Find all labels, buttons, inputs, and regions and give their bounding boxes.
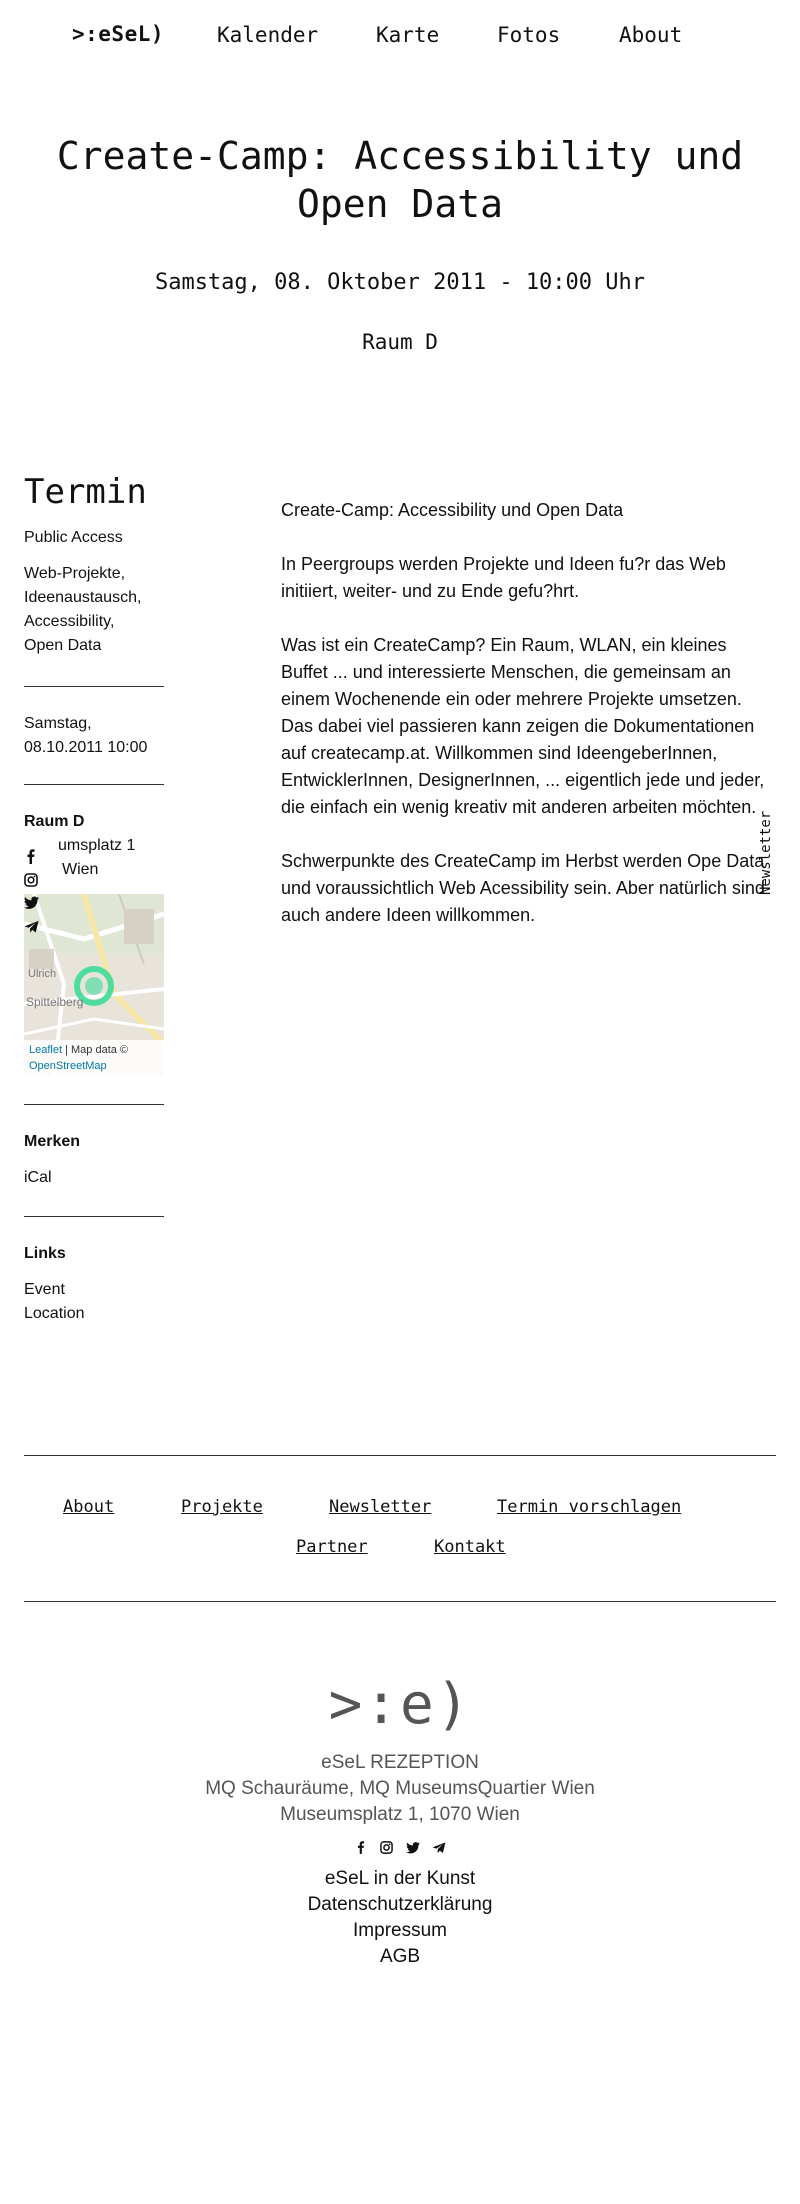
- map-label: Ulrich: [28, 968, 57, 980]
- sidebar-divider: [24, 686, 164, 687]
- tag-item: Open Data: [24, 637, 102, 654]
- map-label: Spittelberg: [26, 995, 84, 1009]
- location-city: Wien: [62, 861, 99, 878]
- footer-link-kontakt[interactable]: Kontakt: [434, 1537, 506, 1557]
- sidebar-date: [24, 712, 147, 760]
- location-street: umsplatz 1: [58, 837, 136, 854]
- sidebar-divider: [24, 784, 164, 785]
- map-attrib-text: | Map data ©: [62, 1044, 129, 1056]
- footer-link-termin-vorschlagen[interactable]: Termin vorschlagen: [497, 1497, 682, 1517]
- access-label: Public Access: [24, 529, 123, 546]
- footer-logo: >:e): [328, 1672, 472, 1737]
- nav-item-fotos[interactable]: Fotos: [497, 23, 561, 47]
- sidebar-divider: [24, 1104, 164, 1105]
- site-logo[interactable]: >:eSeL): [72, 22, 165, 46]
- event-title: Create-Camp: Accessibility und Open Data: [56, 134, 744, 226]
- description-paragraph: Was ist ein CreateCamp? Ein Raum, WLAN, ein kleines Buffet ... und interessierte Menschen, die gemeinsam an einem Wochenende ein oder mehrere Projekte umsetzen. Das dabei viel passieren kann zeigen die Dokumentationen auf createcamp.at. Willkommen sind IdeengeberInnen, EntwicklerInnen, DesignerInnen, ... eigentlich jede und jeder, die einfach ein wenig kreativ mit anderen arbeiten möchten.: [281, 635, 765, 817]
- nav-item-kalender[interactable]: Kalender: [217, 23, 319, 47]
- osm-link[interactable]: OpenStreetMap: [29, 1060, 107, 1072]
- footer-link-partner[interactable]: Partner: [296, 1537, 368, 1557]
- merken-heading: Merken: [24, 1133, 81, 1150]
- tag-item: Web-Projekte,: [24, 565, 126, 582]
- event-link[interactable]: Event: [24, 1281, 65, 1298]
- footer-address-street: Museumsplatz 1, 1070 Wien: [280, 1804, 520, 1825]
- tag-item: Accessibility,: [24, 613, 115, 630]
- footer-link-impressum[interactable]: Impressum: [353, 1920, 447, 1941]
- telegram-icon[interactable]: [428, 1841, 450, 1858]
- nav-item-karte[interactable]: Karte: [376, 23, 440, 47]
- footer-divider: [24, 1455, 776, 1456]
- twitter-icon[interactable]: [24, 896, 44, 920]
- event-date: Samstag, 08. Oktober 2011 - 10:00 Uhr: [154, 270, 646, 295]
- footer-link-kunst[interactable]: eSeL in der Kunst: [324, 1868, 476, 1889]
- date-weekday: Samstag,: [24, 715, 92, 732]
- description-paragraph: In Peergroups werden Projekte und Ideen fu?r das Web initiiert, weiter- und zu Ende gefu?hrt.: [281, 554, 726, 601]
- footer-social-icons: [0, 1840, 800, 1858]
- facebook-icon[interactable]: [24, 848, 44, 872]
- footer-address-venue: MQ Schauräume, MQ MuseumsQuartier Wien: [205, 1778, 595, 1799]
- top-navigation: [0, 0, 800, 72]
- nav-item-about[interactable]: About: [619, 23, 683, 47]
- footer-link-datenschutz[interactable]: Datenschutzerklärung: [307, 1894, 493, 1915]
- facebook-icon[interactable]: [350, 1840, 372, 1858]
- event-room: Raum D: [362, 330, 438, 354]
- telegram-icon[interactable]: [24, 920, 44, 944]
- location-map[interactable]: [24, 894, 164, 1076]
- footer-link-newsletter[interactable]: Newsletter: [329, 1497, 432, 1517]
- links-heading: Links: [24, 1245, 66, 1262]
- footer-link-projekte[interactable]: Projekte: [181, 1497, 263, 1517]
- event-sidebar: [24, 470, 164, 1322]
- location-link[interactable]: Location: [24, 1305, 85, 1322]
- footer-link-agb[interactable]: AGB: [379, 1946, 421, 1967]
- footer-link-about[interactable]: About: [63, 1497, 115, 1517]
- footer-address-title: eSeL REZEPTION: [321, 1752, 479, 1773]
- description-intro: Create-Camp: Accessibility und Open Data: [281, 500, 624, 520]
- floating-social-bar: [24, 848, 44, 944]
- tag-item: Ideenaustausch,: [24, 589, 142, 606]
- sidebar-title: Termin: [24, 472, 147, 512]
- twitter-icon[interactable]: [402, 1841, 424, 1858]
- footer-divider: [24, 1601, 776, 1602]
- instagram-icon[interactable]: [376, 1841, 398, 1858]
- leaflet-link[interactable]: Leaflet: [29, 1044, 63, 1056]
- ical-link[interactable]: iCal: [24, 1169, 52, 1186]
- location-name: Raum D: [24, 813, 85, 830]
- sidebar-divider: [24, 1216, 164, 1217]
- description-paragraph: Schwerpunkte des CreateCamp im Herbst werden Ope Data und voraussichtlich Web Acessibility sein. Aber natürlich sind auch andere Ideen willkommen.: [281, 851, 765, 925]
- newsletter-tab[interactable]: Newsletter: [758, 810, 774, 895]
- map-attribution: [24, 1040, 164, 1076]
- instagram-icon[interactable]: [24, 872, 44, 896]
- tag-list: [24, 562, 141, 658]
- date-datetime: 08.10.2011 10:00: [24, 739, 148, 756]
- event-description: [281, 497, 776, 956]
